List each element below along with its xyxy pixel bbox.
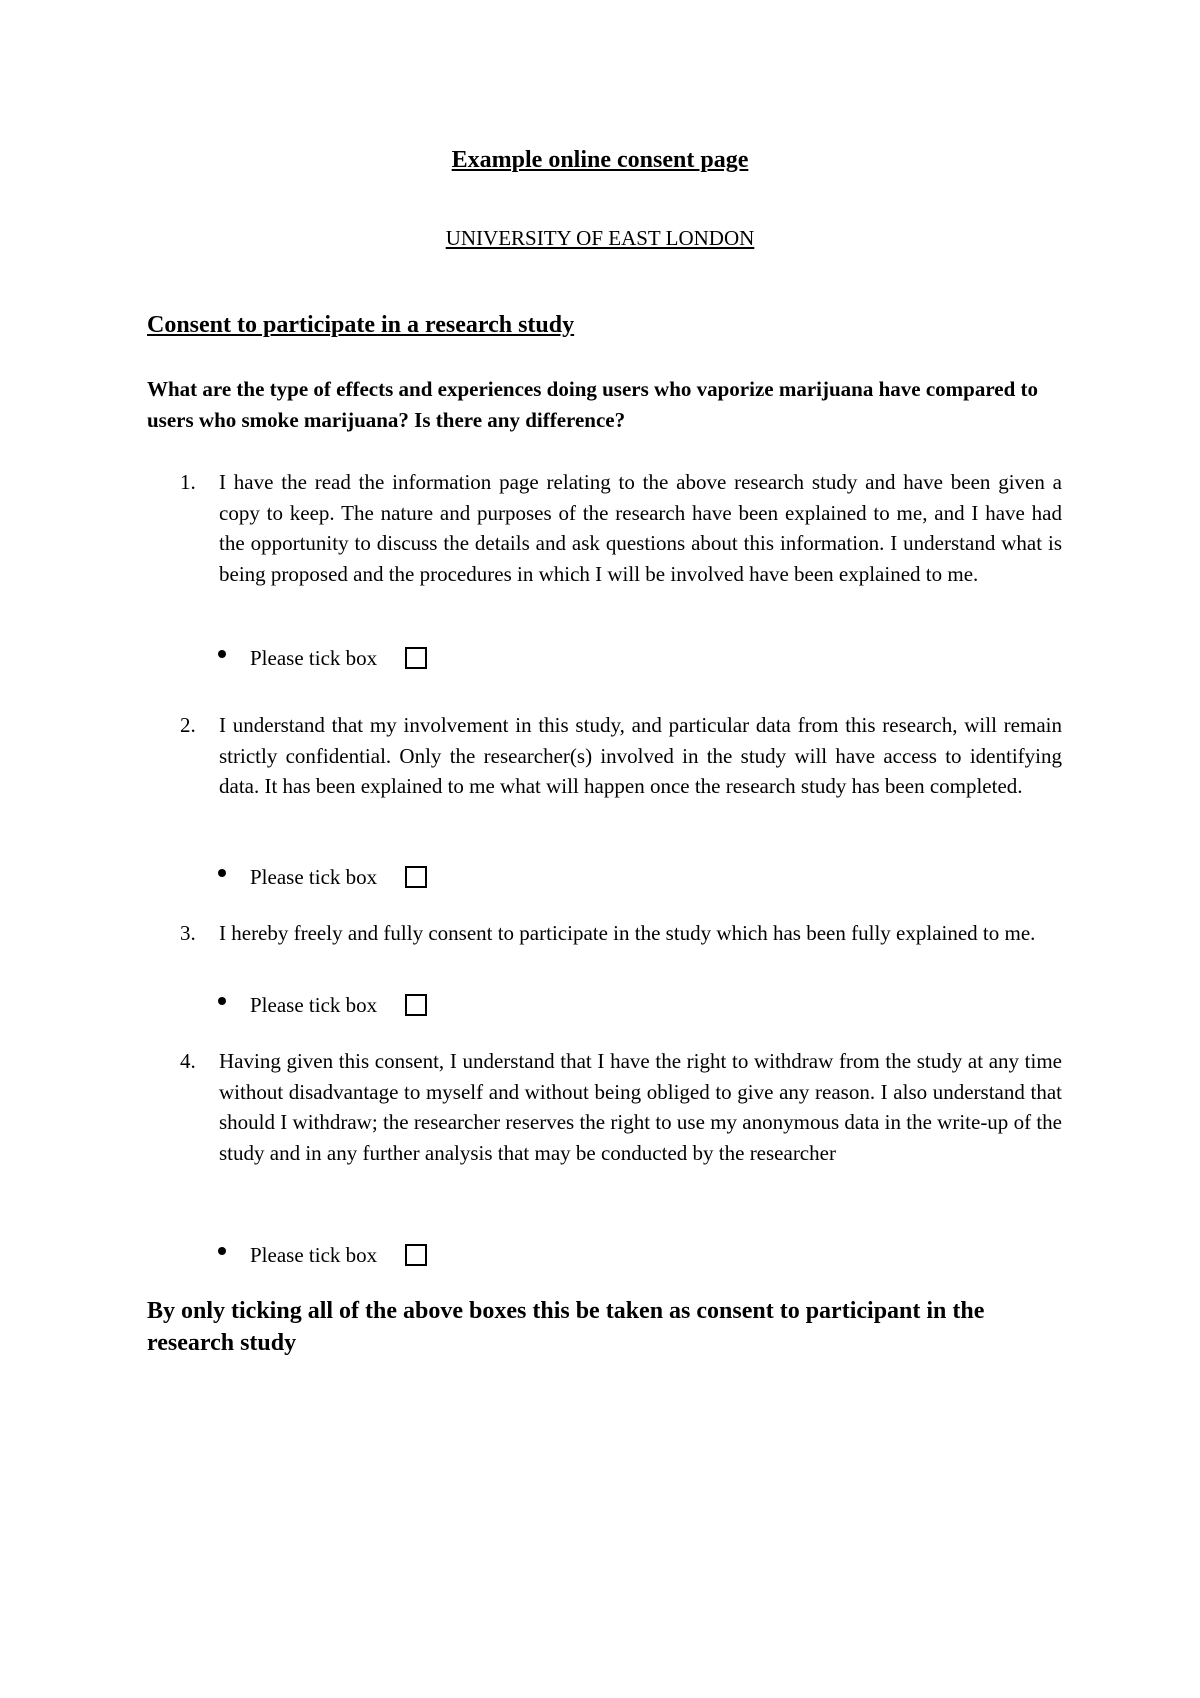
bullet-icon <box>218 869 226 877</box>
bullet-icon <box>218 1247 226 1255</box>
consent-item-4 <box>147 1046 1062 1168</box>
page-title: Example online consent page <box>451 147 749 173</box>
tick-checkbox-3[interactable] <box>405 994 427 1016</box>
tick-row-2 <box>218 862 427 892</box>
item-number: 2. <box>180 713 196 737</box>
item-text: Having given this consent, I understand that I have the right to withdraw from the study at any time without disadvantage to myself and without being obliged to give any reason. I also understand that should I withdraw; the researcher reserves the right to use my anonymous data in the write-up of the study and in any further analysis that may be conducted by the researcher <box>219 1049 1062 1165</box>
bullet-icon <box>218 997 226 1005</box>
tick-label: Please tick box <box>250 993 378 1017</box>
tick-label: Please tick box <box>250 1243 378 1267</box>
item-text: I understand that my involvement in this study, and particular data from this research, will remain strictly confidential. Only the researcher(s) involved in the study will have access to identifying data. It has been explained to me what will happen once the research study has been completed. <box>219 713 1062 798</box>
research-question: What are the type of effects and experiences doing users who vaporize marijuana have compared to users who smoke marijuana? Is there any difference? <box>147 377 1039 432</box>
section-heading: Consent to participate in a research study <box>147 312 575 338</box>
tick-row-4 <box>218 1240 427 1270</box>
consent-item-1 <box>147 467 1062 589</box>
item-number: 1. <box>180 470 196 494</box>
tick-label: Please tick box <box>250 865 378 889</box>
item-number: 3. <box>180 921 196 945</box>
tick-checkbox-4[interactable] <box>405 1244 427 1266</box>
tick-checkbox-2[interactable] <box>405 866 427 888</box>
closing-statement: By only ticking all of the above boxes this be taken as consent to participant in the research study <box>147 1298 985 1356</box>
consent-item-3 <box>147 918 1062 949</box>
item-text: I hereby freely and fully consent to participate in the study which has been fully explained to me. <box>219 921 1036 945</box>
tick-label: Please tick box <box>250 646 378 670</box>
tick-row-3 <box>218 990 427 1020</box>
tick-row-1 <box>218 643 427 673</box>
item-number: 4. <box>180 1049 196 1073</box>
consent-item-2 <box>147 710 1062 802</box>
institution-name: UNIVERSITY OF EAST LONDON <box>445 226 755 250</box>
tick-checkbox-1[interactable] <box>405 647 427 669</box>
item-text: I have the read the information page relating to the above research study and have been given a copy to keep. The nature and purposes of the research have been explained to me, and I have had the opportunity to discuss the details and ask questions about this information. I understand what is being proposed and the procedures in which I will be involved have been explained to me. <box>219 470 1062 586</box>
bullet-icon <box>218 650 226 658</box>
